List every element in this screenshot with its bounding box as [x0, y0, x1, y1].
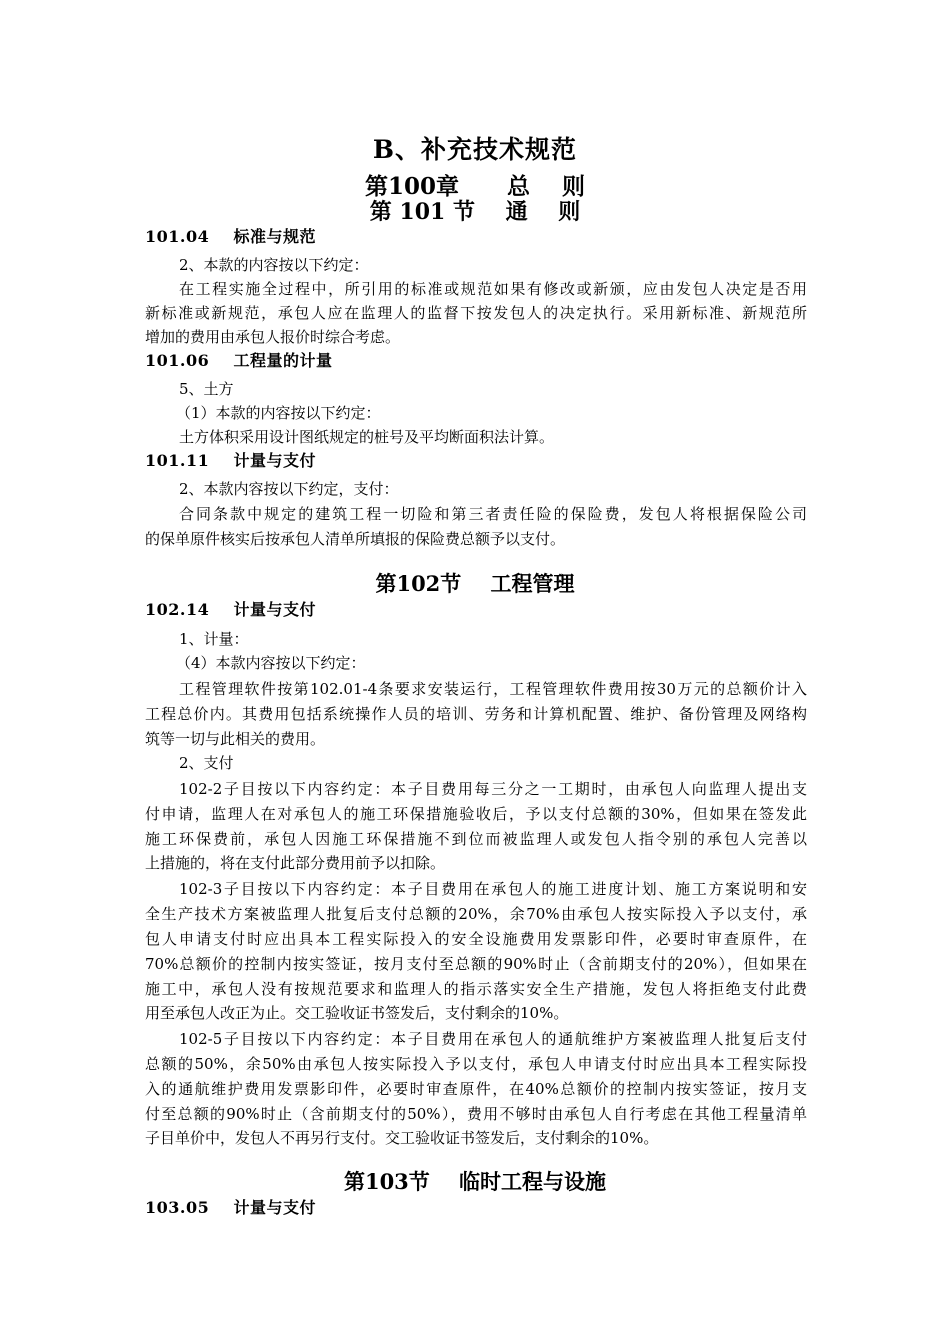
paragraph-line: 2、本款的内容按以下约定：: [179, 256, 369, 274]
paragraph-line: 土方体积采用设计图纸规定的桩号及平均断面积法计算。: [179, 428, 555, 446]
paragraph-line: 入的通航维护费用发票影印件，必要时审查原件，在40%总额价的控制内按实签证，按月支: [145, 1080, 807, 1098]
clause-heading-103-05: 103.05 计量与支付: [145, 1198, 317, 1217]
paragraph-line: 102-5子目按以下内容约定：本子目费用在承包人的通航维护方案被监理人批复后支付: [179, 1030, 807, 1048]
section-heading-101: 第 101 节 通 则: [369, 199, 581, 225]
paragraph-line: 的保单原件核实后按承包人清单所填报的保险费总额予以支付。: [145, 530, 566, 548]
paragraph-line: 工程管理软件按第102.01-4条要求安装运行，工程管理软件费用按30万元的总额价计入: [179, 680, 807, 698]
clause-heading-102-14: 102.14 计量与支付: [145, 600, 317, 619]
paragraph-line: 子目单价中，发包人不再另行支付。交工验收证书签发后，支付剩余的10%。: [145, 1129, 659, 1147]
paragraph-line: 付申请，监理人在对承包人的施工环保措施验收后，予以支付总额的30%，但如果在签发此: [145, 805, 807, 823]
paragraph-line: （4）本款内容按以下约定：: [176, 654, 366, 672]
document-title: B、补充技术规范: [372, 135, 578, 164]
paragraph-line: 102-3子目按以下内容约定：本子目费用在承包人的施工进度计划、施工方案说明和安: [179, 880, 807, 898]
paragraph-line: 工程总价内。其费用包括系统操作人员的培训、劳务和计算机配置、维护、备份管理及网络构: [145, 705, 807, 723]
section-heading-103: 第103节 临时工程与设施: [343, 1169, 607, 1194]
paragraph-line: 上措施的，将在支付此部分费用前予以扣除。: [145, 854, 446, 872]
paragraph-line: 新标准或新规范，承包人应在监理人的监督下按发包人的决定执行。采用新标准、新规范所: [145, 304, 807, 322]
paragraph-line: 在工程实施全过程中，所引用的标准或规范如果有修改或新颁，应由发包人决定是否用: [179, 280, 807, 298]
paragraph-line: 包人申请支付时应出具本工程实际投入的安全设施费用发票影印件，必要时审查原件，在: [145, 930, 807, 948]
clause-heading-101-06: 101.06 工程量的计量: [145, 351, 333, 370]
paragraph-line: 全生产技术方案被监理人批复后支付总额的20%，余70%由承包人按实际投入予以支付，承: [145, 905, 807, 923]
paragraph-line: 用至承包人改正为止。交工验收证书签发后，支付剩余的10%。: [145, 1004, 569, 1022]
section-heading-102: 第102节 工程管理: [375, 571, 575, 596]
paragraph-line: 2、本款内容按以下约定，支付：: [179, 480, 399, 498]
paragraph-line: 2、支付: [179, 754, 234, 772]
paragraph-line: 增加的费用由承包人报价时综合考虑。: [145, 328, 401, 346]
paragraph-line: 70%总额价的控制内按实签证，按月支付至总额的90%时止（含前期支付的20%），但如果在: [145, 955, 807, 973]
paragraph-line: 付至总额的90%时止（含前期支付的50%），费用不够时由承包人自行考虑在其他工程量清单: [145, 1105, 807, 1123]
paragraph-line: 1、计量：: [179, 630, 249, 648]
clause-heading-101-11: 101.11 计量与支付: [145, 451, 317, 470]
paragraph-line: 总额的50%，余50%由承包人按实际投入予以支付，承包人申请支付时应出具本工程实际投: [145, 1055, 807, 1073]
paragraph-line: 102-2子目按以下内容约定：本子目费用每三分之一工期时，由承包人向监理人提出支: [179, 780, 807, 798]
chapter-heading: 第100章 总 则: [364, 173, 586, 200]
paragraph-line: （1）本款的内容按以下约定：: [176, 404, 381, 422]
paragraph-line: 筑等一切与此相关的费用。: [145, 730, 326, 748]
paragraph-line: 施工中，承包人没有按规范要求和监理人的指示落实安全生产措施，发包人将拒绝支付此费: [145, 980, 807, 998]
paragraph-line: 5、土方: [179, 380, 234, 398]
paragraph-line: 合同条款中规定的建筑工程一切险和第三者责任险的保险费，发包人将根据保险公司: [179, 505, 807, 523]
clause-heading-101-04: 101.04 标准与规范: [145, 227, 317, 246]
paragraph-line: 施工环保费前，承包人因施工环保措施不到位而被监理人或发包人指令别的承包人完善以: [145, 830, 807, 848]
